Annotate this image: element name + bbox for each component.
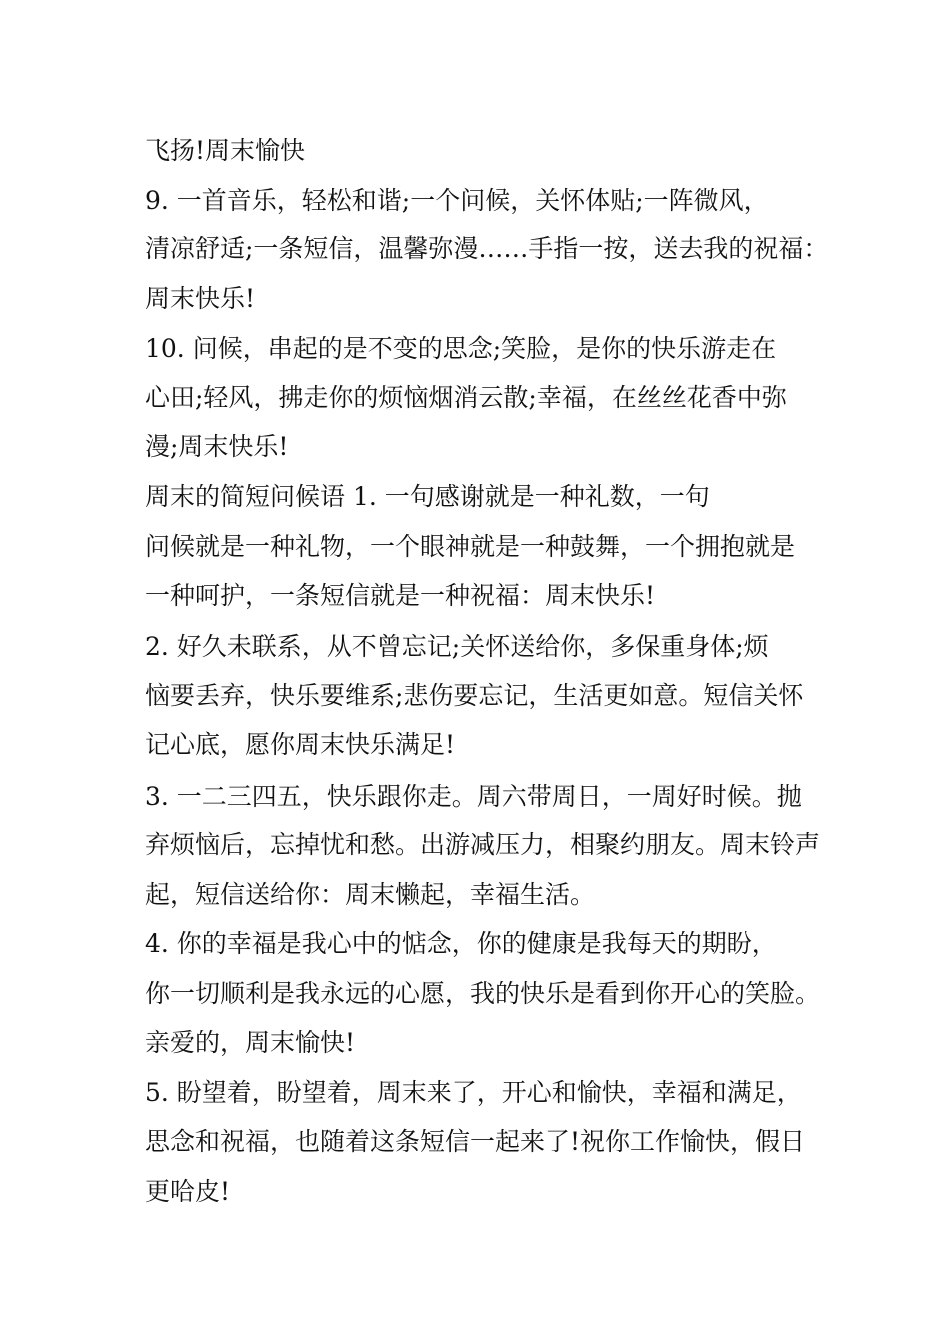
- text-line: 10. 问候，串起的是不变的思念;笑脸，是你的快乐游走在: [145, 334, 777, 363]
- text-line: 周末快乐!: [145, 284, 256, 313]
- text-line: 飞扬!周末愉快: [145, 136, 306, 165]
- text-line: 9. 一首音乐，轻松和谐;一个问候，关怀体贴;一阵微风，: [145, 186, 769, 215]
- text-line: 记心底，愿你周末快乐满足!: [145, 730, 456, 759]
- text-line: 起，短信送给你：周末懒起，幸福生活。: [145, 880, 596, 909]
- text-line: 漫;周末快乐!: [145, 432, 289, 461]
- text-line: 恼要丢弃，快乐要维系;悲伤要忘记，生活更如意。短信关怀: [145, 681, 804, 710]
- text-line: 4. 你的幸福是我心中的惦念，你的健康是我每天的期盼，: [145, 929, 777, 958]
- text-line: 心田;轻风，拂走你的烦恼烟消云散;幸福，在丝丝花香中弥: [145, 383, 787, 412]
- text-line: 一种呵护，一条短信就是一种祝福：周末快乐!: [145, 581, 656, 610]
- text-line: 亲爱的，周末愉快!: [145, 1028, 356, 1057]
- section-heading-line: 周末的简短问候语 1. 一句感谢就是一种礼数，一句: [145, 482, 710, 511]
- text-line: 清凉舒适;一条短信，温馨弥漫……手指一按，送去我的祝福：: [145, 234, 829, 263]
- text-line: 5. 盼望着，盼望着，周末来了，开心和愉快，幸福和满足，: [145, 1078, 802, 1107]
- text-line: 3. 一二三四五，快乐跟你走。周六带周日，一周好时候。抛: [145, 782, 802, 811]
- text-line: 更哈皮!: [145, 1177, 231, 1206]
- text-line: 2. 好久未联系，从不曾忘记;关怀送给你，多保重身体;烦: [145, 632, 769, 661]
- text-line: 思念和祝福，也随着这条短信一起来了!祝你工作愉快，假日: [145, 1127, 806, 1156]
- text-line: 弃烦恼后，忘掉忧和愁。出游减压力，相聚约朋友。周末铃声: [145, 830, 821, 859]
- text-line: 问候就是一种礼物，一个眼神就是一种鼓舞，一个拥抱就是: [145, 532, 796, 561]
- text-line: 你一切顺利是我永远的心愿，我的快乐是看到你开心的笑脸。: [145, 979, 821, 1008]
